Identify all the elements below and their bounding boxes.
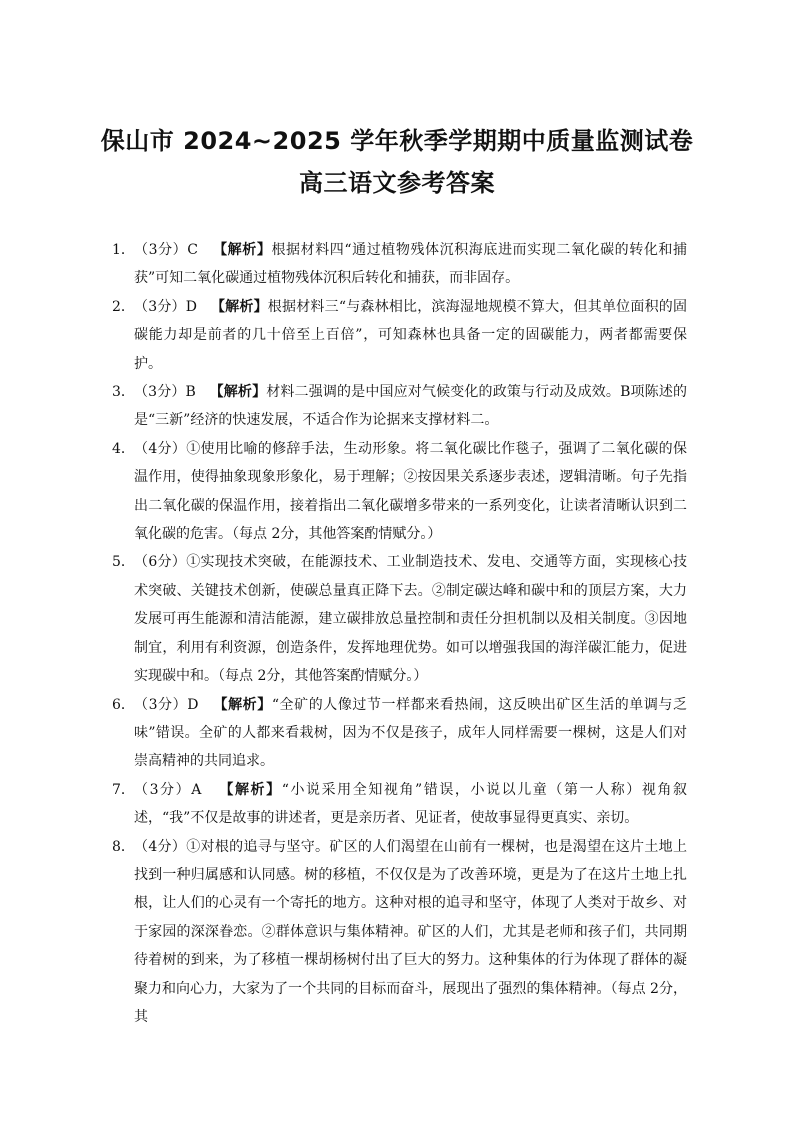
answer-text: 根据材料四“通过植物残体沉积海底进而实现二氧化碳的转化和捕获”可知二氧化碳通过植物残体沉积后转化和捕获，而非固存。 xyxy=(134,242,688,287)
answer-text: 根据材料三“与森林相比，滨海湿地规模不算大，但其单位面积的固碳能力却是前者的几十倍至上百倍”，可知森林也具备一定的固碳能力，两者都需要保护。 xyxy=(134,298,688,372)
answer-text: “小说采用全知视角”错误，小说以儿童（第一人称）视角叙述，“我”不仅是故事的讲述者，更是亲历者、见证者，使故事显得更真实、亲切。 xyxy=(134,781,687,827)
answer-text: ①实现技术突破，在能源技术、工业制造技术、发电、交通等方面，实现核心技术突破、关键技术创新，使碳总量真正降下去。②制定碳达峰和碳中和的顶层方案，大力发展可再生能源和清洁能源，建立碳排放总量控制和责任分担机制以及相关制度。③因地制宜，利用有利资源，创造条件，发挥地理优势。如可以增强我国的海洋碳汇能力，促进实现碳中和。（每点 2分，其他答案酌情赋分。） xyxy=(134,554,687,685)
analysis-tag: 【解析】 xyxy=(209,384,267,401)
answer-item-5 xyxy=(112,548,687,690)
answer-item-4 xyxy=(112,435,687,549)
answer-score: （3分）B xyxy=(134,384,196,401)
answer-number: 3． xyxy=(112,384,135,401)
analysis-tag: 【解析】 xyxy=(213,696,272,713)
answer-item-2 xyxy=(112,293,687,378)
answer-score: （3分）D xyxy=(134,696,199,713)
analysis-tag: 【解析】 xyxy=(213,242,272,258)
answer-number: 7． xyxy=(112,781,135,798)
answer-text: ①使用比喻的修辞手法，生动形象。将二氧化碳比作毯子，强调了二氧化碳的保温作用，使得抽象现象形象化，易于理解；②按因果关系逐步表述，逻辑清晰。句子先指出二氧化碳的保温作用，接着指出二氧化碳增多带来的一系列变化，让读者清晰认识到二氧化碳的危害。（每点 2分，其他答案酌情赋分。） xyxy=(134,440,687,543)
answer-score: （4分） xyxy=(134,838,187,855)
answer-score: （4分） xyxy=(134,440,187,457)
answer-item-1 xyxy=(112,236,687,293)
answer-item-7 xyxy=(112,776,687,833)
answer-score: （3分）C xyxy=(134,242,198,258)
answer-item-6 xyxy=(112,691,687,776)
answer-list xyxy=(112,236,687,1031)
page-subtitle: 高三语文参考答案 xyxy=(299,169,495,197)
answer-text: 材料二强调的是中国应对气候变化的政策与行动及成效。B项陈述的是“三新”经济的快速发展，不适合作为论据来支撑材料二。 xyxy=(134,384,687,429)
page-title: 保山市 2024~2025 学年秋季学期期中质量监测试卷 xyxy=(100,127,694,155)
analysis-tag: 【解析】 xyxy=(219,781,282,798)
answer-score: （3分）A xyxy=(134,781,202,798)
answer-number: 6． xyxy=(112,696,135,713)
answer-item-3 xyxy=(112,378,687,435)
analysis-tag: 【解析】 xyxy=(210,298,268,315)
answer-score: （6分） xyxy=(134,554,187,571)
answer-item-8 xyxy=(112,833,687,1032)
answer-number: 8． xyxy=(112,838,135,855)
answer-number: 5． xyxy=(112,554,135,571)
answer-number: 1． xyxy=(112,242,135,258)
answer-score: （3分）D xyxy=(134,298,197,315)
answer-number: 4． xyxy=(112,440,135,457)
answer-text: “全矿的人像过节一样都来看热闹，这反映出矿区生活的单调与乏味”错误。全矿的人都来看栽树，因为不仅是孩子，成年人同样需要一棵树，这是人们对崇高精神的共同追求。 xyxy=(134,696,688,770)
answer-number: 2． xyxy=(112,298,135,315)
answer-text: ①对根的追寻与坚守。矿区的人们渴望在山前有一棵树，也是渴望在这片土地上找到一种归属感和认同感。树的移植，不仅仅是为了改善环境，更是为了在这片土地上扎根，让人们的心灵有一个寄托的地方。这种对根的追寻和坚守，体现了人类对于故乡、对于家园的深深眷恋。②群体意识与集体精神。矿区的人们，尤其是老师和孩子们，共同期待着树的到来，为了移植一棵胡杨树付出了巨大的努力。这种集体的行为体现了群体的凝聚力和向心力，大家为了一个共同的目标而奋斗，展现出了强烈的集体精神。（每点 2分，其 xyxy=(134,838,687,1025)
